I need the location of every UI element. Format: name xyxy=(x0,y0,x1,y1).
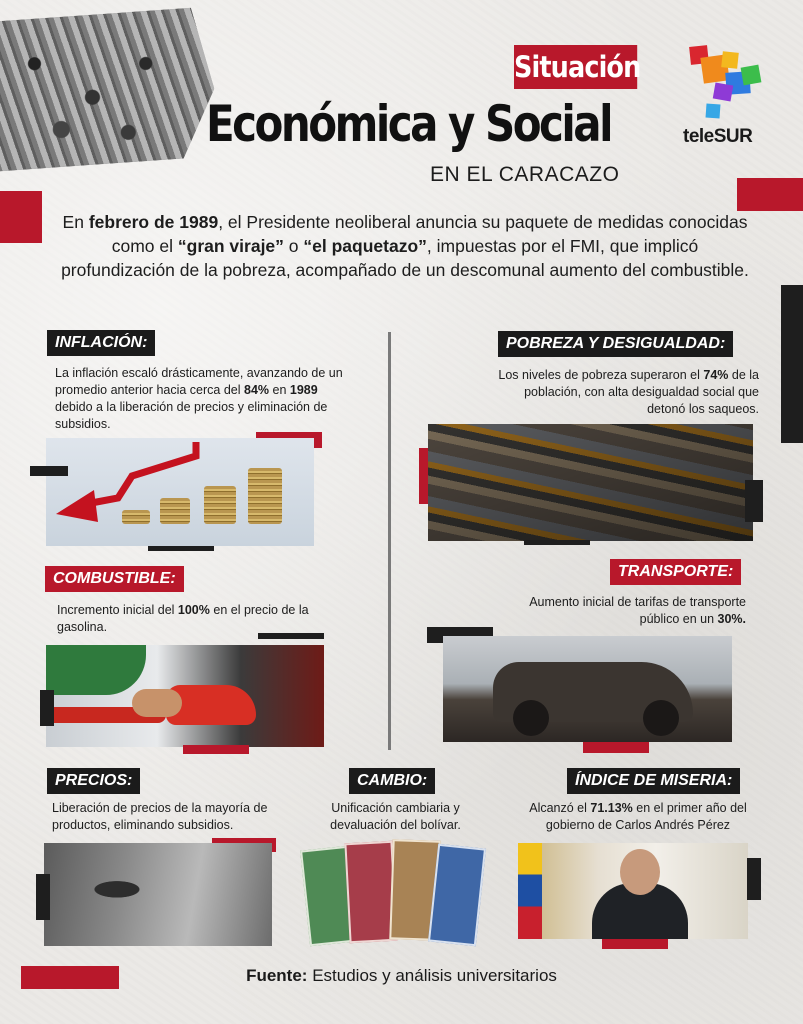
worker-photo xyxy=(44,843,272,946)
miseria-text: Alcanzó el 71.13% en el primer año del gobierno de Carlos Andrés Pérez xyxy=(529,801,747,832)
fuel-nozzle-photo xyxy=(46,645,324,747)
deco-bar xyxy=(583,742,649,753)
deco-bar xyxy=(745,480,763,522)
coin-stack xyxy=(160,498,190,524)
coins-arrow-photo xyxy=(46,438,314,546)
cambio-label: CAMBIO: xyxy=(349,768,435,794)
miseria-label: ÍNDICE DE MISERIA: xyxy=(567,768,740,794)
page-subtitle: EN EL CARACAZO xyxy=(430,163,620,186)
wheel-shape xyxy=(643,700,679,736)
deco-bar xyxy=(747,858,761,900)
logo-text: teleSUR xyxy=(683,126,753,147)
deco-bar xyxy=(781,285,803,443)
transporte-text: Aumento inicial de tarifas de transporte público en un 30%. xyxy=(529,595,746,626)
deco-bar xyxy=(258,633,324,639)
flag-shape xyxy=(518,843,542,939)
title-tag: Situación xyxy=(514,45,637,89)
sleeve-shape xyxy=(46,645,146,695)
intro-paragraph: En febrero de 1989, el Presidente neoliberal anuncia su paquete de medidas conocidas como el “gran viraje” o “el paquetazo”, impuestas por el FMI, que implicó profundización de la pobreza, acompañado de un descomunal aumento del combustible. xyxy=(61,212,749,280)
wheel-shape xyxy=(513,700,549,736)
protest-photo xyxy=(0,6,219,171)
banknotes-photo xyxy=(303,838,483,948)
deco-bar xyxy=(148,546,214,551)
pobreza-label: POBREZA Y DESIGUALDAD: xyxy=(498,331,733,357)
burned-car-photo xyxy=(443,636,732,742)
deco-bar xyxy=(419,448,428,504)
president-photo xyxy=(518,843,748,939)
deco-bar xyxy=(602,939,668,949)
coin-stack xyxy=(248,468,282,524)
deco-bar xyxy=(183,745,249,754)
deco-bar xyxy=(30,466,68,476)
precios-label: PRECIOS: xyxy=(47,768,140,794)
deco-bar xyxy=(524,540,590,545)
face-shape xyxy=(620,849,660,895)
combustible-label: COMBUSTIBLE: xyxy=(45,566,184,592)
coin-stack xyxy=(122,510,150,524)
deco-bar xyxy=(40,690,54,726)
inflacion-label: INFLACIÓN: xyxy=(47,330,155,356)
deco-bar xyxy=(36,874,50,920)
column-divider xyxy=(388,332,391,750)
precios-text: Liberación de precios de la mayoría de productos, eliminando subsidios. xyxy=(52,801,268,832)
hand-shape xyxy=(132,689,182,717)
deco-bar xyxy=(737,178,803,211)
coin-stack xyxy=(204,486,236,524)
source-footer: Fuente: Estudios y análisis universitarios xyxy=(246,966,557,985)
transporte-label: TRANSPORTE: xyxy=(610,559,741,585)
deco-bar xyxy=(0,191,42,243)
banknote xyxy=(428,844,486,946)
inflacion-text: La inflación escaló drásticamente, avanzando de un promedio anterior hacia cerca del 84% en 1989 debido a la liberación de precios y eliminación de subsidios. xyxy=(55,366,343,431)
combustible-text: Incremento inicial del 100% en el precio de la gasolina. xyxy=(57,603,309,634)
cambio-text: Unificación cambiaria y devaluación del bolívar. xyxy=(330,801,461,832)
page-title: Económica y Social xyxy=(206,95,611,153)
pobreza-text: Los niveles de pobreza superaron el 74% de la población, con alta desigualdad social que detonó los saqueos. xyxy=(498,368,759,416)
slums-photo xyxy=(428,424,753,541)
